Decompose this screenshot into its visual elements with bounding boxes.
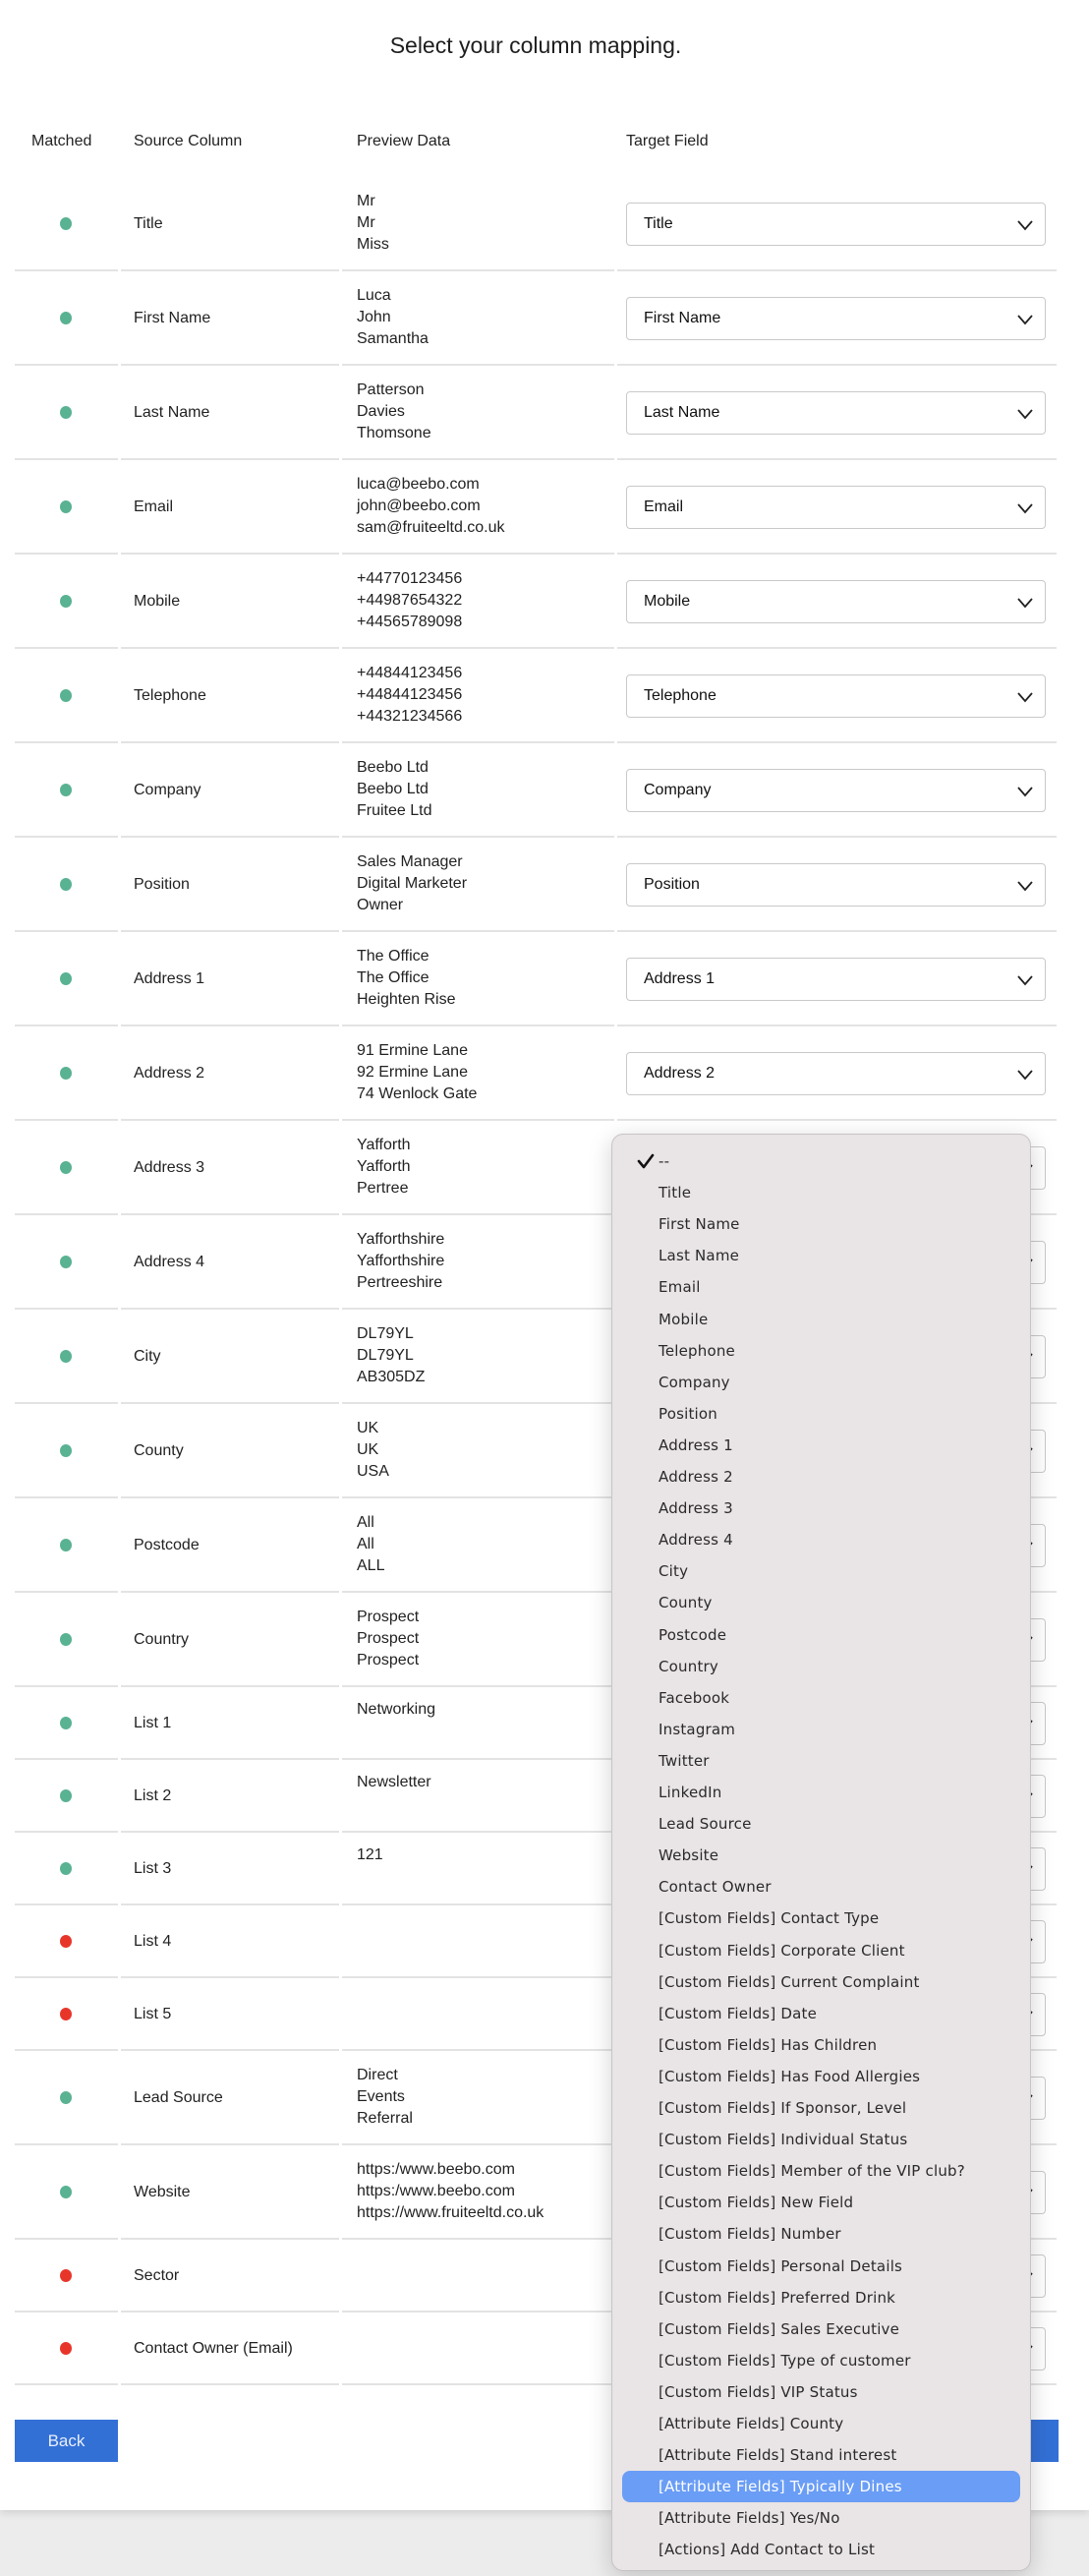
dropdown-option-label: LinkedIn [659,1784,722,1801]
target-field-value: Last Name [644,404,720,421]
dropdown-option-label: [Custom Fields] VIP Status [659,2382,858,2401]
preview-value: Direct [357,2067,398,2083]
dropdown-option[interactable] [622,1524,1020,1555]
header-source-column: Source Column [134,133,243,149]
preview-data [357,1512,384,1577]
preview-data [357,757,431,822]
dropdown-option-label: Mobile [659,1310,709,1328]
source-column-label: Company [134,782,201,798]
dropdown-option[interactable] [622,1998,1020,2029]
table-row [0,271,1089,366]
unmatched-status-icon [60,1935,72,1948]
preview-value: USA [357,1463,389,1480]
dropdown-option-label: [Attribute Fields] County [659,2415,844,2432]
preview-value: Prospect [357,1630,420,1647]
chevron-down-icon [1015,970,1035,990]
dropdown-option[interactable] [622,2029,1020,2061]
dropdown-option-label: [Custom Fields] Has Children [659,2035,878,2054]
preview-value: ALL [357,1557,385,1574]
dropdown-option-label: [Custom Fields] Number [659,2225,841,2244]
preview-data [357,1229,444,1294]
chevron-down-icon [1015,782,1035,801]
preview-value: Yafforth [357,1158,411,1175]
source-column-label: Position [134,876,190,893]
preview-value: Pertreeshire [357,1274,443,1291]
dropdown-option[interactable] [622,2155,1020,2187]
source-column-label: Title [134,215,163,232]
source-column-label: First Name [134,310,211,326]
preview-value: Luca [357,287,391,304]
preview-value: DL79YL [357,1347,414,1364]
dropdown-option[interactable] [622,1619,1020,1651]
target-field-select[interactable] [626,391,1046,435]
dropdown-option[interactable] [622,1304,1020,1335]
source-column-label: Contact Owner (Email) [134,2340,293,2357]
matched-status-icon [60,1350,72,1363]
preview-data [357,1135,411,1200]
matched-status-icon [60,1717,72,1729]
dropdown-option-label: [Custom Fields] Sales Executive [659,2319,900,2338]
matched-status-icon [60,1256,72,1268]
source-column-label: Country [134,1631,190,1648]
dropdown-option[interactable] [622,1745,1020,1777]
dropdown-option-label: Address 1 [659,1435,733,1454]
dropdown-option-label: Last Name [659,1247,740,1265]
preview-value: +44987654322 [357,592,463,609]
header-target-field: Target Field [626,133,709,149]
preview-value: UK [357,1420,379,1436]
preview-data [357,1699,435,1721]
matched-status-icon [60,595,72,608]
source-column-label: List 2 [134,1787,172,1804]
preview-value: luca@beebo.com [357,476,480,493]
preview-value: +44844123456 [357,686,463,703]
matched-status-icon [60,2186,72,2198]
table-row [0,366,1089,460]
row-divider [15,2383,118,2385]
preview-value: Owner [357,897,404,913]
matched-status-icon [60,2091,72,2104]
dropdown-option[interactable] [622,1461,1020,1493]
matched-status-icon [60,217,72,230]
row-divider [342,2383,614,2385]
matched-status-icon [60,406,72,419]
dropdown-option-label: Address 4 [659,1531,733,1550]
preview-value: John [357,309,391,325]
preview-value: UK [357,1441,379,1458]
dropdown-option-label: [Custom Fields] Has Food Allergies [659,2067,921,2085]
preview-data [357,1040,477,1105]
dropdown-option-label: Company [659,1373,730,1391]
preview-value: 91 Ermine Lane [357,1042,468,1059]
preview-value: All [357,1536,374,1552]
preview-value: sam@fruiteeltd.co.uk [357,519,505,536]
target-field-dropdown-menu[interactable] [611,1134,1031,2571]
dropdown-option-label: [Custom Fields] Personal Details [659,2256,903,2275]
matched-status-icon [60,1862,72,1875]
chevron-down-icon [1015,593,1035,613]
dropdown-option[interactable] [622,1871,1020,1903]
matched-status-icon [60,1539,72,1551]
dropdown-option-label: [Actions] Add Contact to List [659,2541,876,2559]
target-field-value: Email [644,498,684,515]
target-field-value: Company [644,782,712,798]
dropdown-option[interactable] [622,2124,1020,2155]
dropdown-option[interactable] [622,2251,1020,2282]
preview-value: Networking [357,1701,436,1718]
preview-data [357,1607,419,1671]
preview-data [357,1323,425,1388]
chevron-down-icon [1015,876,1035,896]
preview-value: The Office [357,969,430,986]
matched-status-icon [60,500,72,513]
target-field-value: Address 2 [644,1065,716,1082]
preview-data [357,851,467,916]
target-field-value: First Name [644,310,721,326]
preview-value: Newsletter [357,1774,431,1790]
dropdown-option[interactable] [622,1177,1020,1208]
chevron-down-icon [1015,1065,1035,1084]
matched-status-icon [60,689,72,702]
preview-value: https:/www.beebo.com [357,2161,515,2178]
dropdown-option[interactable] [622,2439,1020,2471]
dropdown-option[interactable] [622,1587,1020,1618]
page-title: Select your column mapping. [389,32,682,58]
preview-value: The Office [357,948,430,965]
dropdown-option[interactable] [622,2092,1020,2124]
dropdown-option[interactable] [622,1903,1020,1934]
dropdown-option-label: [Custom Fields] Type of customer [659,2351,911,2370]
preview-value: +44770123456 [357,570,463,587]
dropdown-option-label: [Custom Fields] If Sponsor, Level [659,2099,907,2117]
dropdown-option[interactable] [622,2408,1020,2439]
dropdown-option[interactable] [622,1777,1020,1808]
target-field-value: Title [644,215,673,232]
preview-value: john@beebo.com [357,498,481,514]
dropdown-option-label: Website [659,1846,719,1865]
preview-value: Davies [357,403,405,420]
source-column-label: County [134,1442,184,1459]
dropdown-option-label: [Custom Fields] Preferred Drink [659,2288,896,2307]
dropdown-option[interactable] [622,2282,1020,2313]
checkmark-icon [637,1153,655,1169]
dropdown-option[interactable] [622,2345,1020,2376]
preview-value: Yafforthshire [357,1253,445,1269]
target-field-value: Mobile [644,593,691,610]
dropdown-option[interactable] [622,1682,1020,1714]
preview-value: Events [357,2088,405,2105]
dropdown-option-label: County [659,1594,713,1612]
dropdown-option-label: [Attribute Fields] Typically Dines [659,2478,902,2496]
dropdown-option-label: [Custom Fields] New Field [659,2194,854,2212]
dropdown-option[interactable] [622,1208,1020,1240]
preview-value: +44321234566 [357,708,463,725]
table-row [0,177,1089,271]
preview-data [357,663,462,728]
header-preview-data: Preview Data [357,133,451,149]
unmatched-status-icon [60,2269,72,2282]
dropdown-option[interactable] [622,2376,1020,2408]
row-divider [121,2383,339,2385]
preview-value: Beebo Ltd [357,759,429,776]
source-column-label: List 4 [134,1933,172,1950]
dropdown-option[interactable] [622,1935,1020,1966]
chevron-down-icon [1015,215,1035,235]
preview-value: +44844123456 [357,665,463,681]
source-column-label: Lead Source [134,2089,223,2106]
target-field-select[interactable] [626,297,1046,340]
dropdown-option-label: City [659,1562,689,1581]
dropdown-option-label: First Name [659,1215,740,1234]
source-column-label: Postcode [134,1537,200,1553]
source-column-label: Last Name [134,404,210,421]
dropdown-option-label: Address 3 [659,1499,733,1518]
preview-value: All [357,1514,374,1531]
source-column-label: Mobile [134,593,181,610]
dropdown-option[interactable] [622,2471,1020,2502]
preview-data [357,474,505,539]
dropdown-option[interactable] [622,2534,1020,2565]
dropdown-option-label: [Custom Fields] Date [659,2004,817,2022]
preview-data [357,568,462,633]
source-column-label: List 1 [134,1715,172,1731]
preview-value: Yafforth [357,1137,411,1153]
dropdown-option[interactable] [622,1555,1020,1587]
table-row [0,838,1089,932]
preview-value: 92 Ermine Lane [357,1064,468,1081]
dropdown-option[interactable] [622,2313,1020,2345]
matched-status-icon [60,784,72,796]
dropdown-option[interactable] [622,1367,1020,1398]
preview-value: Heighten Rise [357,991,456,1008]
matched-status-icon [60,1067,72,1080]
dropdown-option-label: [Attribute Fields] Yes/No [659,2509,840,2528]
table-row [0,460,1089,555]
target-field-value: Address 1 [644,970,716,987]
table-row [0,932,1089,1026]
table-row [0,555,1089,649]
target-field-select[interactable] [626,863,1046,907]
dropdown-option[interactable] [622,1430,1020,1461]
dropdown-option-label: Title [659,1184,692,1202]
matched-status-icon [60,1444,72,1457]
dropdown-option[interactable] [622,1966,1020,1998]
dropdown-option[interactable] [622,1651,1020,1682]
chevron-down-icon [1015,687,1035,707]
preview-value: Pertree [357,1180,409,1197]
source-column-label: Address 1 [134,970,205,987]
dropdown-option-label: Contact Owner [659,1878,772,1897]
matched-status-icon [60,1633,72,1646]
unmatched-status-icon [60,2342,72,2355]
preview-value: Mr [357,193,375,209]
dropdown-option-label: -- [659,1152,670,1170]
dropdown-option-label: Twitter [659,1751,710,1770]
dropdown-option[interactable] [622,1271,1020,1303]
preview-value: Miss [357,236,389,253]
preview-data [357,946,456,1011]
preview-value: Samantha [357,330,429,347]
dropdown-option-label: Instagram [659,1720,736,1738]
dropdown-option-label: [Custom Fields] Member of the VIP club? [659,2162,965,2181]
dropdown-option[interactable] [622,1335,1020,1367]
dropdown-option-label: Email [659,1278,701,1297]
dropdown-option-label: Address 2 [659,1468,733,1486]
dropdown-option[interactable] [622,1145,1020,1177]
preview-value: Sales Manager [357,853,463,870]
dropdown-option-label: [Attribute Fields] Stand interest [659,2446,897,2465]
dropdown-option[interactable] [622,1840,1020,1871]
source-column-label: Telephone [134,687,206,704]
preview-value: Prospect [357,1652,420,1669]
preview-value: Referral [357,2110,413,2127]
target-field-value: Telephone [644,687,716,704]
preview-value: Prospect [357,1609,420,1625]
source-column-label: Website [134,2184,191,2200]
preview-value: AB305DZ [357,1369,426,1385]
target-field-value: Position [644,876,700,893]
dropdown-option-label: Facebook [659,1688,730,1707]
target-field-select[interactable] [626,674,1046,718]
preview-data [357,380,431,444]
dropdown-option-label: [Custom Fields] Contact Type [659,1909,880,1928]
dropdown-option[interactable] [622,1493,1020,1524]
preview-data [357,2065,413,2130]
preview-data [357,1844,383,1866]
matched-status-icon [60,1161,72,1174]
preview-data [357,1772,431,1793]
matched-status-icon [60,1789,72,1802]
chevron-down-icon [1015,310,1035,329]
source-column-label: List 3 [134,1860,172,1877]
dropdown-option-label: Postcode [659,1625,727,1644]
dropdown-option-label: Lead Source [659,1815,752,1834]
source-column-label: Address 2 [134,1065,205,1082]
target-field-select[interactable] [626,769,1046,812]
preview-value: DL79YL [357,1325,414,1342]
target-field-select[interactable] [626,958,1046,1001]
source-column-label: List 5 [134,2006,172,2022]
preview-value: Beebo Ltd [357,781,429,797]
header-matched: Matched [31,133,92,149]
chevron-down-icon [1015,498,1035,518]
dropdown-option[interactable] [622,1398,1020,1430]
source-column-label: Address 4 [134,1254,205,1270]
preview-value: +44565789098 [357,614,463,630]
preview-data [357,191,389,256]
dropdown-option[interactable] [622,2061,1020,2092]
dropdown-option[interactable] [622,2218,1020,2250]
source-column-label: Email [134,498,174,515]
target-field-select[interactable] [626,486,1046,529]
preview-value: Mr [357,214,375,231]
preview-value: Patterson [357,381,425,398]
dropdown-option-label: Position [659,1404,718,1423]
target-field-select[interactable] [626,580,1046,623]
preview-value: Yafforthshire [357,1231,445,1248]
matched-status-icon [60,878,72,891]
preview-value: https://www.fruiteeltd.co.uk [357,2204,544,2221]
preview-data [357,2159,544,2224]
dropdown-option-label: [Custom Fields] Corporate Client [659,1941,905,1960]
target-field-select[interactable] [626,203,1046,246]
dropdown-option[interactable] [622,2502,1020,2534]
source-column-label: Sector [134,2267,180,2284]
source-column-label: Address 3 [134,1159,205,1176]
dropdown-option[interactable] [622,1808,1020,1840]
dropdown-option-label: [Custom Fields] Individual Status [659,2131,908,2149]
unmatched-status-icon [60,2008,72,2020]
dropdown-option-label: [Custom Fields] Current Complaint [659,1972,920,1991]
preview-value: 121 [357,1846,383,1863]
chevron-down-icon [1015,404,1035,424]
dropdown-option[interactable] [622,1714,1020,1745]
preview-data [357,285,429,350]
target-field-select[interactable] [626,1052,1046,1095]
preview-value: Fruitee Ltd [357,802,432,819]
source-column-label: City [134,1348,161,1365]
preview-data [357,1418,389,1483]
preview-value: Thomsone [357,425,431,441]
back-button[interactable]: Back [15,2420,118,2462]
preview-value: 74 Wenlock Gate [357,1085,478,1102]
table-row [0,649,1089,743]
table-row [0,1026,1089,1121]
dropdown-option[interactable] [622,1240,1020,1271]
preview-value: Digital Marketer [357,875,468,892]
matched-status-icon [60,312,72,324]
table-row [0,743,1089,838]
matched-status-icon [60,972,72,985]
dropdown-option-label: Telephone [659,1341,735,1360]
dropdown-option-label: Country [659,1657,718,1675]
preview-value: https:/www.beebo.com [357,2183,515,2199]
dropdown-option[interactable] [622,2187,1020,2218]
